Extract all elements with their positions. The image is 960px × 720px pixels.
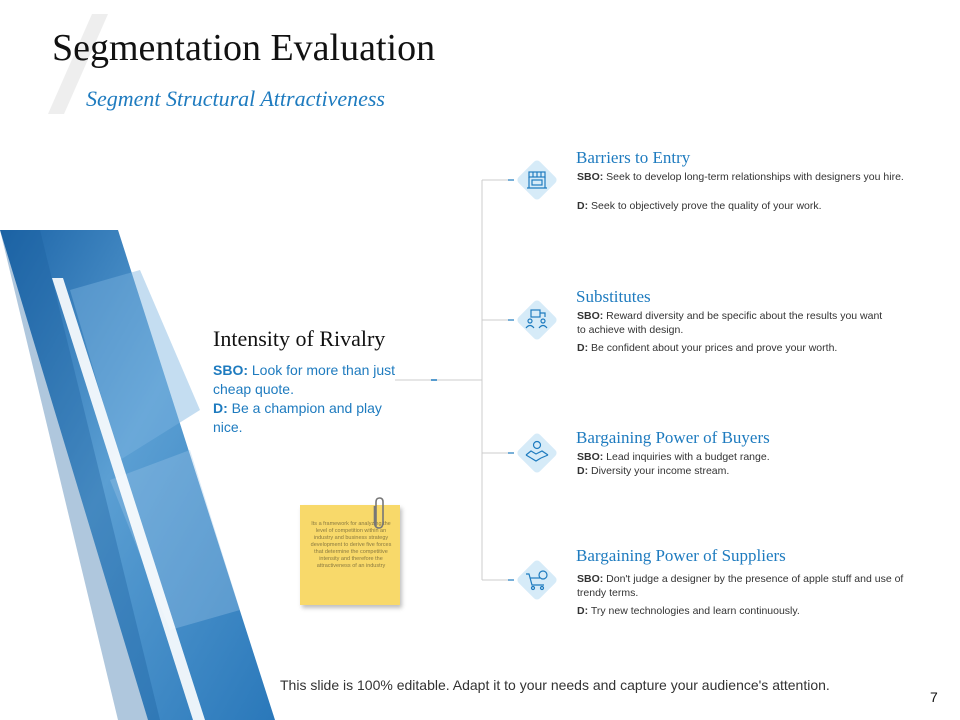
force-d-substitutes xyxy=(577,342,907,356)
force-d-suppliers xyxy=(577,605,912,619)
force-sbo-buyers xyxy=(577,451,912,465)
d-label: D: xyxy=(577,200,589,212)
sbo-label: SBO: xyxy=(577,451,604,463)
rivalry-d-label: D: xyxy=(213,400,228,416)
rivalry-title: Intensity of Rivalry xyxy=(213,326,386,351)
page-subtitle: Segment Structural Attractiveness xyxy=(86,86,385,111)
sticky-note-text: Its a framework for analyzing the level of competition within an industry and business strategy development to derive five forces that determine the competitive intensity and therefore the attractiveness of an industry xyxy=(310,521,392,569)
footer-note: This slide is 100% editable. Adapt it to your needs and capture your audience's attention. xyxy=(280,677,830,693)
cart-dollar-icon xyxy=(514,557,560,603)
rivalry-d-text: Be a champion and play nice. xyxy=(213,400,382,435)
force-title-barriers: Barriers to Entry xyxy=(576,148,691,167)
sbo-label: SBO: xyxy=(577,171,604,183)
page-title: Segmentation Evaluation xyxy=(52,27,436,69)
handshake-dollar-icon xyxy=(514,430,560,476)
rivalry-sbo-text: Look for more than just cheap quote. xyxy=(213,362,396,397)
d-label: D: xyxy=(577,465,589,477)
d-text: Diversity your income stream. xyxy=(588,465,730,477)
exchange-people-icon xyxy=(514,297,560,343)
rivalry-body xyxy=(213,361,398,437)
force-sbo-barriers xyxy=(577,171,912,185)
d-label: D: xyxy=(577,342,589,354)
d-text: Be confident about your prices and prove your worth. xyxy=(588,342,838,354)
force-title-suppliers: Bargaining Power of Suppliers xyxy=(576,546,786,565)
d-text: Try new technologies and learn continuously. xyxy=(588,605,800,617)
decorative-photo-band xyxy=(0,230,275,720)
sbo-text: Don't judge a designer by the presence of apple stuff and use of trendy terms. xyxy=(577,573,904,599)
sbo-text: Reward diversity and be specific about the results you want to achieve with design. xyxy=(577,310,883,336)
force-sbo-substitutes xyxy=(577,310,887,337)
sbo-label: SBO: xyxy=(577,573,604,585)
d-label: D: xyxy=(577,605,589,617)
force-title-buyers: Bargaining Power of Buyers xyxy=(576,428,770,447)
sbo-text: Seek to develop long-term relationships with designers you hire. xyxy=(603,171,904,183)
storefront-icon xyxy=(514,157,560,203)
force-sbo-suppliers xyxy=(577,573,912,600)
rivalry-sbo-label: SBO: xyxy=(213,362,248,378)
sbo-label: SBO: xyxy=(577,310,604,322)
force-d-barriers xyxy=(577,200,912,214)
sbo-text: Lead inquiries with a budget range. xyxy=(603,451,770,463)
paperclip-icon xyxy=(372,496,386,530)
force-d-buyers xyxy=(577,465,912,479)
force-title-substitutes: Substitutes xyxy=(576,287,651,306)
page-number: 7 xyxy=(930,689,938,705)
d-text: Seek to objectively prove the quality of your work. xyxy=(588,200,822,212)
